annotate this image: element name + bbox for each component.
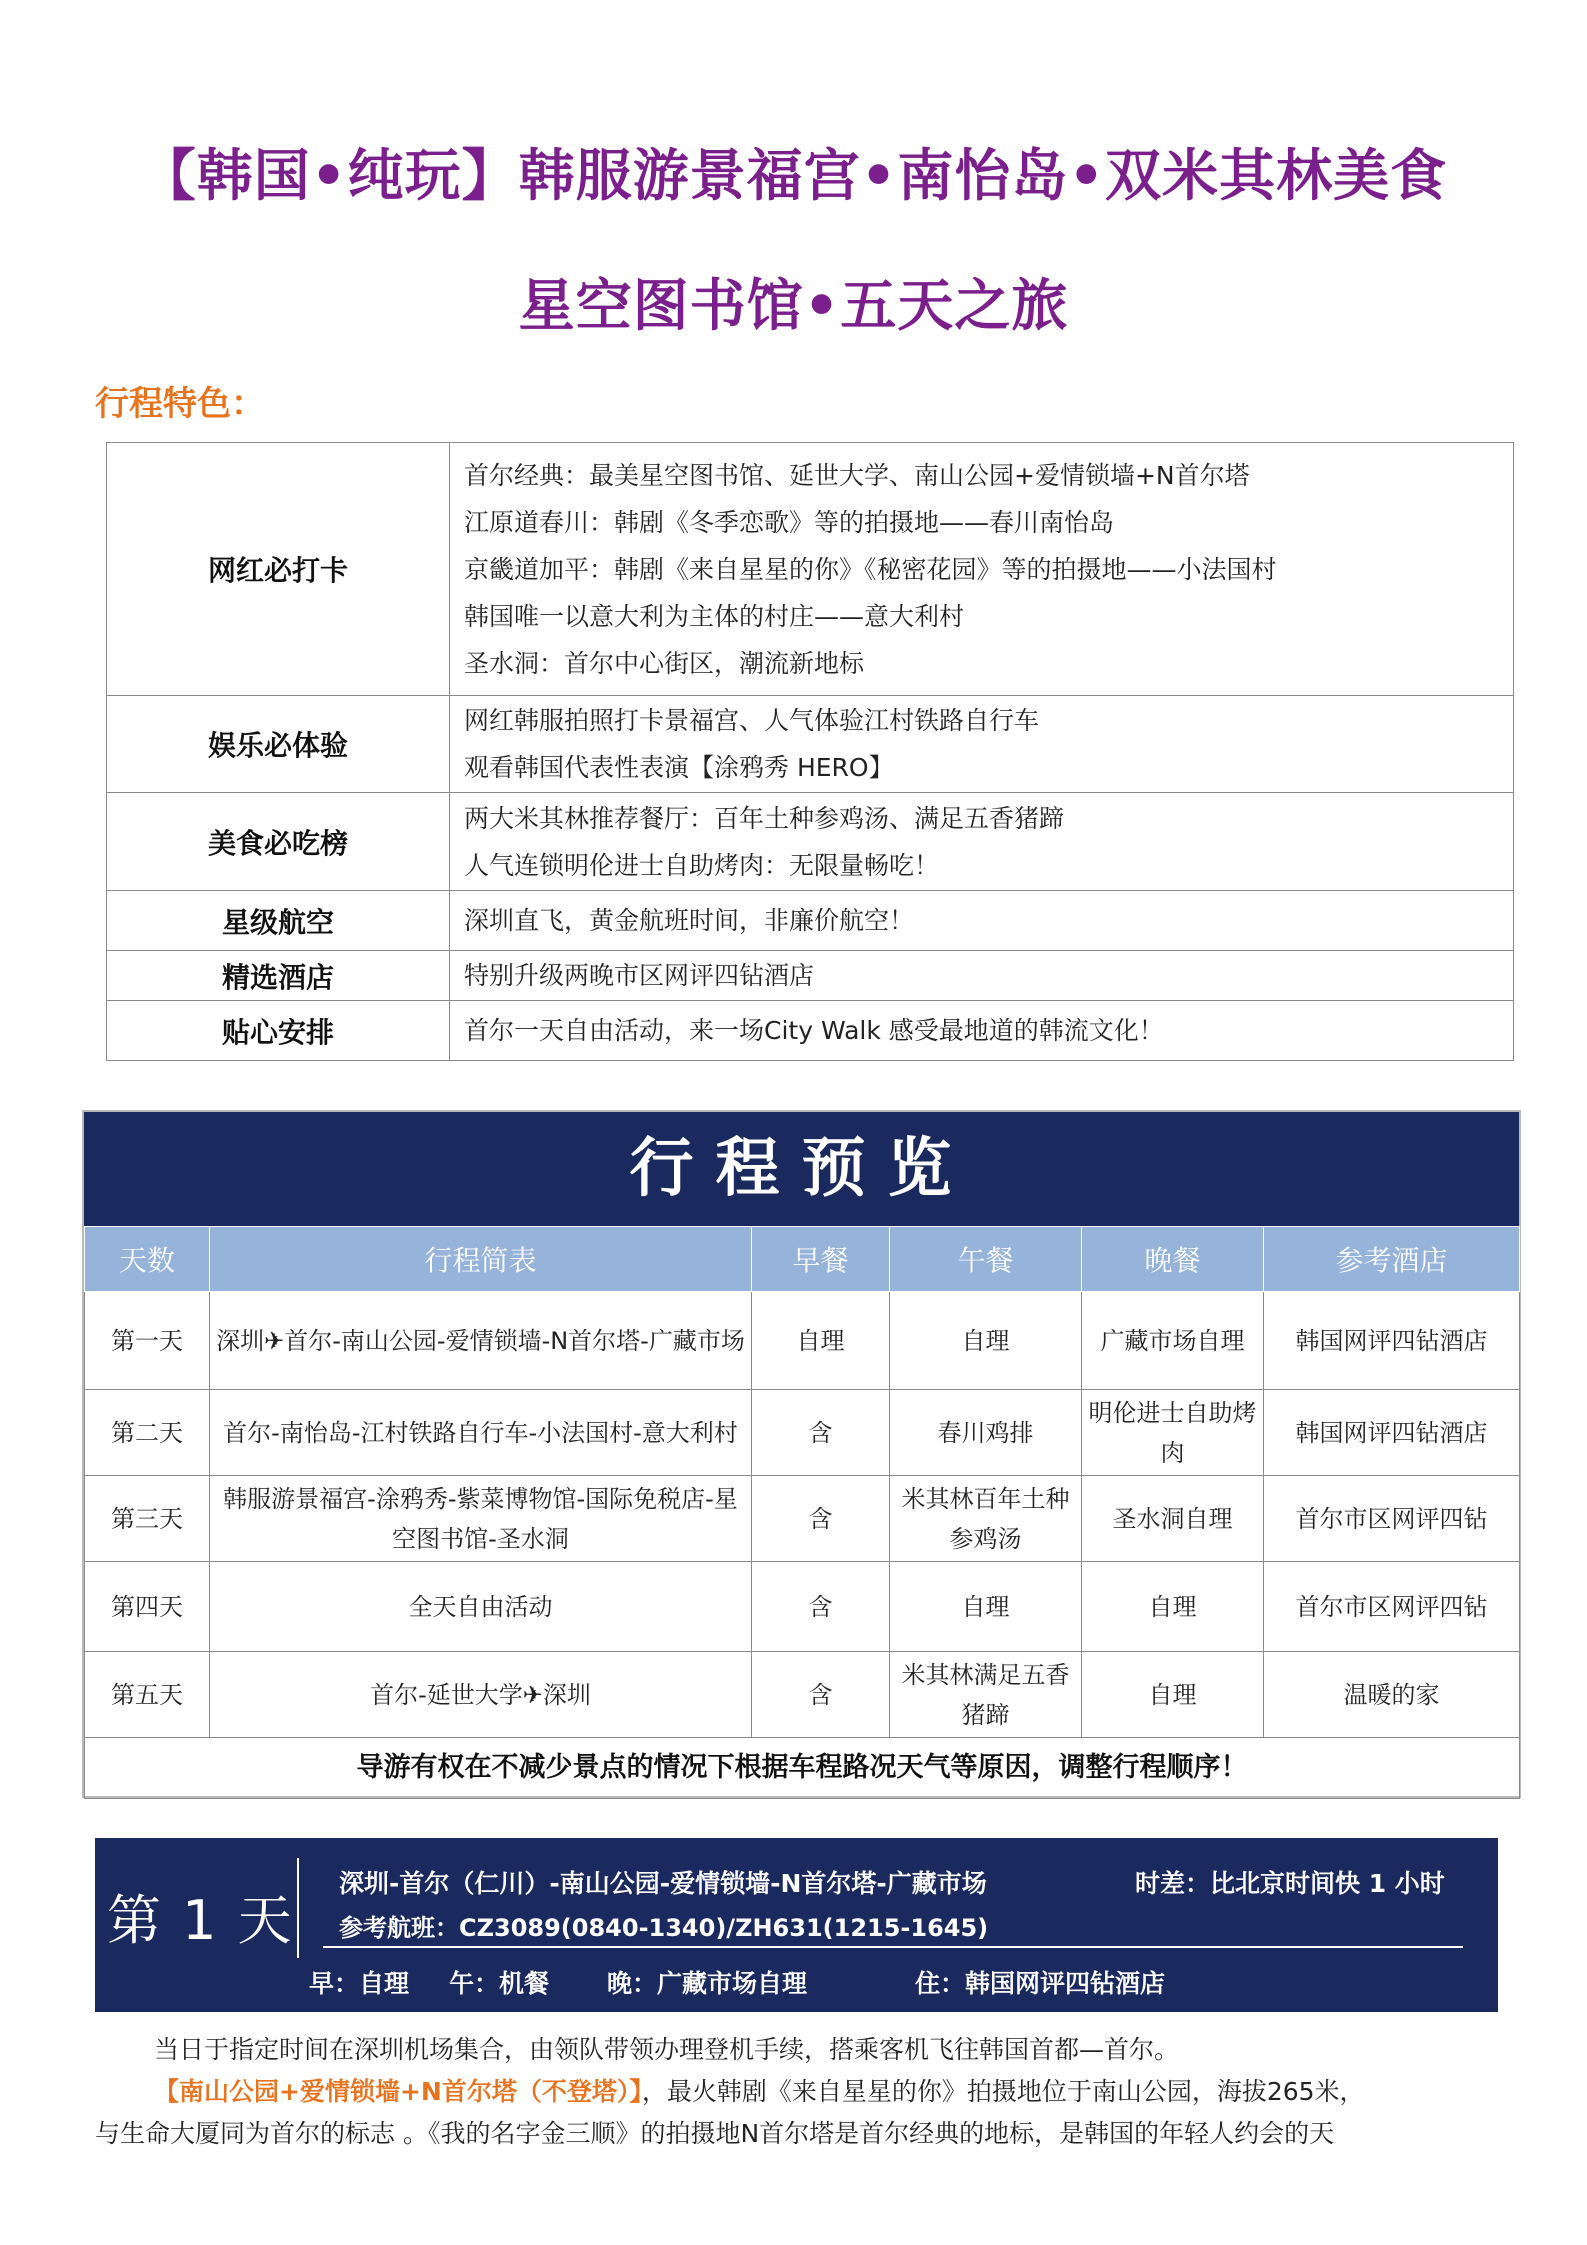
- banner-rule: [323, 1946, 1463, 1948]
- feature-line: 京畿道加平：韩剧《来自星星的你》《秘密花园》等的拍摄地——小法国村: [464, 554, 1277, 584]
- feature-key: 娱乐必体验: [107, 696, 450, 793]
- day1-lunch: 午：机餐: [449, 1969, 550, 1998]
- preview-title: 行程预览: [629, 1132, 974, 1206]
- feature-values: [450, 793, 1514, 891]
- feature-values: [450, 951, 1514, 1001]
- cell-hotel: 温暖的家: [1264, 1652, 1520, 1738]
- cell-route: 深圳✈首尔-南山公园-爱情锁墙-N首尔塔-广藏市场: [210, 1292, 752, 1390]
- cell-route: 首尔-延世大学✈深圳: [210, 1652, 752, 1738]
- table-row: [85, 1476, 1520, 1562]
- feature-key: 星级航空: [107, 891, 450, 951]
- cell-hotel: 韩国网评四钻酒店: [1264, 1390, 1520, 1476]
- feature-line: 首尔经典：最美星空图书馆、延世大学、南山公园+爱情锁墙+N首尔塔: [464, 460, 1250, 490]
- day1-banner: [95, 1838, 1498, 2012]
- features-heading: 行程特色：: [95, 384, 265, 424]
- day1-time-diff: 时差：比北京时间快 1 小时: [1135, 1869, 1445, 1898]
- feature-line: 人气连锁明伦进士自助烤肉：无限量畅吃！: [464, 850, 940, 880]
- cell-dinner: 明伦进士自助烤肉: [1082, 1390, 1264, 1476]
- cell-day: 第二天: [85, 1390, 210, 1476]
- cell-route: 首尔-南怡岛-江村铁路自行车-小法国村-意大利村: [210, 1390, 752, 1476]
- feature-row: [107, 696, 1514, 793]
- feature-key: 贴心安排: [107, 1001, 450, 1061]
- day1-paragraph-2: [154, 2072, 1365, 2108]
- feature-line: 圣水洞：首尔中心街区，潮流新地标: [464, 648, 865, 678]
- cell-day: 第五天: [85, 1652, 210, 1738]
- attraction-highlight: 【南山公园+爱情锁墙+N首尔塔（不登塔）】: [154, 2077, 642, 2106]
- table-row: [85, 1390, 1520, 1476]
- cell-dinner: 自理: [1082, 1562, 1264, 1652]
- feature-line: 观看韩国代表性表演【涂鸦秀 HERO】: [464, 753, 894, 782]
- feature-values: [450, 1001, 1514, 1061]
- day1-dinner: 晚：广藏市场自理: [607, 1969, 808, 1998]
- cell-breakfast: 含: [752, 1652, 890, 1738]
- preview-table: [84, 1226, 1520, 1799]
- table-row: [85, 1562, 1520, 1652]
- note-row: [85, 1738, 1520, 1799]
- cell-lunch: 春川鸡排: [890, 1390, 1082, 1476]
- cell-day: 第一天: [85, 1292, 210, 1390]
- day1-flight: 参考航班：CZ3089(0840-1340)/ZH631(1215-1645): [339, 1914, 989, 1942]
- cell-lunch: 米其林百年土种参鸡汤: [890, 1476, 1082, 1562]
- day1-hotel: 住：韩国网评四钻酒店: [915, 1969, 1166, 1998]
- preview-header-row: [85, 1227, 1520, 1292]
- banner-divider: [297, 1858, 299, 1958]
- cell-breakfast: 含: [752, 1562, 890, 1652]
- features-table: [106, 442, 1514, 1061]
- col-header-route: 行程简表: [210, 1227, 752, 1292]
- cell-breakfast: 含: [752, 1476, 890, 1562]
- page-title-line2: 星空图书馆•五天之旅: [518, 274, 1069, 339]
- feature-values: [450, 891, 1514, 951]
- col-header-hotel: 参考酒店: [1264, 1227, 1520, 1292]
- cell-dinner: 自理: [1082, 1652, 1264, 1738]
- cell-breakfast: 含: [752, 1390, 890, 1476]
- cell-lunch: 米其林满足五香猪蹄: [890, 1652, 1082, 1738]
- col-header-lunch: 午餐: [890, 1227, 1082, 1292]
- cell-hotel: 韩国网评四钻酒店: [1264, 1292, 1520, 1390]
- cell-lunch: 自理: [890, 1292, 1082, 1390]
- feature-row: [107, 1001, 1514, 1061]
- feature-key: 网红必打卡: [107, 443, 450, 696]
- day1-paragraph-3: 与生命大厦同为首尔的标志 。《我的名字金三顺》的拍摄地N首尔塔是首尔经典的地标，是韩国的年轻人约会的天: [95, 2119, 1335, 2148]
- cell-hotel: 首尔市区网评四钻: [1264, 1562, 1520, 1652]
- feature-key: 精选酒店: [107, 951, 450, 1001]
- feature-row: [107, 793, 1514, 891]
- feature-line: 网红韩服拍照打卡景福宫、人气体验江村铁路自行车: [464, 706, 1040, 735]
- itinerary-preview: [82, 1110, 1521, 1798]
- cell-hotel: 首尔市区网评四钻: [1264, 1476, 1520, 1562]
- feature-line: 深圳直飞，黄金航班时间，非廉价航空！: [464, 906, 915, 935]
- page-title-line1: 【韩国•纯玩】韩服游景福宫•南怡岛•双米其林美食: [139, 144, 1448, 209]
- feature-row: [107, 443, 1514, 696]
- day1-route: 深圳-首尔（仁川）-南山公园-爱情锁墙-N首尔塔-广藏市场: [339, 1869, 987, 1898]
- cell-route: 全天自由活动: [210, 1562, 752, 1652]
- feature-key: 美食必吃榜: [107, 793, 450, 891]
- feature-line: 韩国唯一以意大利为主体的村庄——意大利村: [464, 601, 965, 631]
- col-header-dinner: 晚餐: [1082, 1227, 1264, 1292]
- table-row: [85, 1652, 1520, 1738]
- col-header-day: 天数: [85, 1227, 210, 1292]
- itinerary-note: 导游有权在不减少景点的情况下根据车程路况天气等原因，调整行程顺序！: [85, 1738, 1520, 1799]
- cell-route: 韩服游景福宫-涂鸦秀-紫菜博物馆-国际免税店-星空图书馆-圣水洞: [210, 1476, 752, 1562]
- feature-line: 特别升级两晚市区网评四钻酒店: [464, 961, 815, 990]
- cell-dinner: 圣水洞自理: [1082, 1476, 1264, 1562]
- cell-day: 第四天: [85, 1562, 210, 1652]
- cell-breakfast: 自理: [752, 1292, 890, 1390]
- feature-line: 两大米其林推荐餐厅：百年土种参鸡汤、满足五香猪蹄: [464, 803, 1065, 833]
- feature-line: 首尔一天自由活动，来一场City Walk 感受最地道的韩流文化！: [464, 1016, 1164, 1045]
- table-row: [85, 1292, 1520, 1390]
- day1-paragraph-1: 当日于指定时间在深圳机场集合，由领队带领办理登机手续，搭乘客机飞往韩国首都—首尔。: [154, 2035, 1180, 2064]
- feature-row: [107, 951, 1514, 1001]
- cell-day: 第三天: [85, 1476, 210, 1562]
- preview-header: [84, 1112, 1519, 1226]
- feature-values: [450, 443, 1514, 696]
- day1-label: 第 1 天: [107, 1889, 294, 1952]
- feature-row: [107, 891, 1514, 951]
- day1-breakfast: 早：自理: [309, 1969, 410, 1998]
- col-header-breakfast: 早餐: [752, 1227, 890, 1292]
- cell-dinner: 广藏市场自理: [1082, 1292, 1264, 1390]
- cell-lunch: 自理: [890, 1562, 1082, 1652]
- feature-line: 江原道春川：韩剧《冬季恋歌》等的拍摄地——春川南怡岛: [464, 507, 1115, 537]
- feature-values: [450, 696, 1514, 793]
- paragraph-text: ，最火韩剧《来自星星的你》拍摄地位于南山公园，海拔265米，: [641, 2077, 1365, 2106]
